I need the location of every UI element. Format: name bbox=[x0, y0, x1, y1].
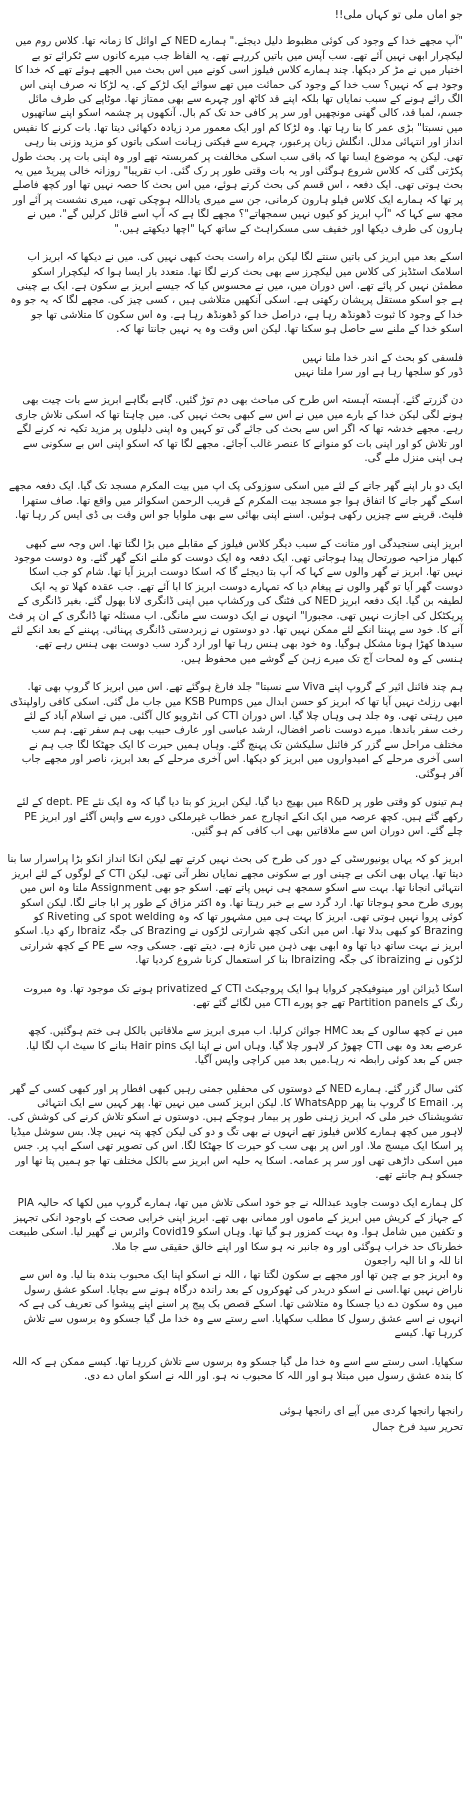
paragraph: میں نے کچھ سالوں کے بعد HMC جوائن کرلیا. اب میری ابریز سے ملاقاتیں بالکل ہی ختم ہوگئیں. کچھ عرصے بعد وہ بھی CTI چھوڑ کر لاہور چلا گیا. وہاں اس نے اپنا ایک Hair pins بنانے کا سیٹ اپ لگا لیا. جس کے بعد کوئی رابطہ نہ رہا.میں بعد میں کراچی واپس آگیا. bbox=[25, 1025, 463, 1067]
article-body bbox=[6, 34, 463, 1383]
paragraph: ابریز اپنی سنجیدگی اور متانت کے سبب دیگر کلاس فیلوز کے مقابلے میں بڑا لگتا تھا. اس وجہ سے کبھی کبھار مزاحیہ صورتحال پیدا ہوجاتی تھی. ایک دفعہ وہ ایک دوست کو ملنے انکے گھر گئے. وہ دوست موجود نہیں تھا. ابریز نے گھر والوں سے کہا کہ آپ بتا دیجئے گا کہ اسکا دوست ابریز آیا تھا. شام کو جب اسکا دوست گھر آیا تو گھر والوں نے پیغام دیا کہ تمہارے دوست ابریز کا ابا آئے تھے. جب عقدہ کھلا تو یہ ایک لطیفہ بن گیا. ایک دفعہ ابریز NED کی فٹنگ کی ورکشاپ میں اپنی ڈانگری لانا بھول گئے. بغیر ڈانگری کے پریکٹکل کی اجازت نہیں تھی. مجبورا" انہوں نے ایک دوست سے مانگی. اب مسئلہ تھا ڈانگری کے ان پر فٹ آنے کا. خود سے پہننا انکے لئے ممکن نہیں تھا. دو دوستوں نے زبردستی ڈانگری پہنائی. پہننے کے بعد انکے لئے سیدھا کھڑا ہونا مشکل ہوگیا. وہ خود بھی ہنس رہا تھا اور ارد گرد سب دوست بھی ہنس رہے تھے. ہنسی کے وہ لمحات آج تک میرے زہن کے گوشے میں محفوظ ہیں. bbox=[8, 537, 463, 665]
credits-verse: رانجھا رانجھا کردی میں آپے ای رانجھا ہوئی bbox=[279, 1405, 463, 1418]
credits bbox=[6, 1403, 463, 1435]
article-title: جو اماں ملی تو کہاں ملی!! bbox=[334, 8, 463, 21]
paragraph: "آپ مجھے خدا کے وجود کی کوئی مظبوط دلیل دیجئے." ہمارے NED کے اوائل کا زمانہ تھا. کلاس روم میں لیکچرار ابھی نہیں آئے تھے. سب آپس میں باتیں کررہے تھے. یہ الفاظ جب میرے کانوں سے ٹکرائے تو بے اختیار میں نے مڑ کر دیکھا. چند ہمارے کلاس فیلوز اسی کونے میں اس بحث میں الجھے ہوئے تھے کہ خدا کا وجود ہے کہ نہیں؟ سب خدا کے وجود کی حمائت میں تھے سوائے ایک لڑکے کے. یہ لڑکا نہ صرف اپنی اس الگ رائے ہونے کے سبب نمایاں تھا بلکہ اپنے قد کاٹھ اور چہرے سے بھی ممتاز تھا. موٹاپے کی طرف مائل جسم، لمبا قد، کالی گھنی مونچھیں اور سر پر کافی حد تک کم بال. آنکھوں پر چشمہ اسکو اپنے ساتھیوں میں نسبتا" بڑی عمر کا بنا رہا تھا. وہ لڑکا کم اور ایک معمور مرد زیادہ دکھائی دیتا تھا. بات کرنے کا نفیس انداز اور انتہائی مدلل. انگلش زبان پرعبور، چہرے سے فیکتی زہانت اسکی باتوں کو مزید وزنی بنا رہی تھی. لیکن یہ موضوع ایسا تھا کہ باقی سب اسکی مخالفت پر کمربستہ تھے اور وہ اپنی بات پر. بحث طول پکڑتی گئی کہ کلاس شروع ہوگئی اور یہ بات وقتی طور پر رک گئی. اب تقریبا" روزانہ خالی پیریڈ میں یہ بحث ہوتی تھی. ایک دفعہ ، اس قسم کی بحث کرتے ہوئے، میں اس بحث کا حصہ نہیں تھا اور کچھ فاصلے پر تھا کہ ہمارے ایک کلاس فیلو ہارون کرمانی، جن سے میری یاداللہ ہوچکی تھی، میری نشست پر آئے اور مجھ سے کہا کہ "آپ ابریز کو کیوں نہیں سمجھاتے"؟ مجھے لگا ہے کہ آپ اسے قائل کرلیں گے". میں نے ہارون کی طرف دیکھا اور خفیف سی مسکراہٹ کے ساتھ کہا "اچھا دیکھتے ہیں." bbox=[11, 35, 463, 235]
credits-author: تحریر سید فرخ جمال bbox=[372, 1421, 463, 1434]
paragraph: ہم تینوں کو وقتی طور پر R&D میں بھیج دیا گیا. لیکن ابریز کو بتا دیا گیا کہ وہ ایک نئے dept. PE کے لئے رکھے گئے ہیں. کچھ عرصہ میں ایک انکے انچارج عمر خطاب غیرملکی دورے سے واپس آگئے اور ابریز PE چلے گئے. اس دوران اس سے ملاقاتیں بھی اب کافی کم ہو گئیں. bbox=[16, 796, 463, 837]
paragraph: سکھایا. اسی رستے سے اسے وہ خدا مل گیا جسکو وہ برسوں سے تلاش کررہا تھا. کیسے ممکن ہے کہ اللہ کا بندہ عشق رسول میں مبتلا ہو اور اللہ کا محبوب نہ ہو. اور اللہ نے اسکو اماں دے دی. bbox=[11, 1355, 463, 1382]
paragraph: ابریز کو کہ یہاں یونیورسٹی کے دور کی طرح کی بحث نہیں کرتے تھے لیکن انکا انداز انکو بڑا پراسرار سا بنا دیتا تھا. یہاں بھی انکی بے چینی اور بے سکونی مجھے نمایاں نظر آتی تھی. لیکن CTI کے لوگوں کے لئے ابریز انتہائی انجانا تھا. بہت سے اسکو سمجھ ہی نہیں پاتے تھے. اسکو جو بھی Assignment ملتا وہ اس میں پوری طرح محو ہوجاتا تھا. ارد گرد سے بے خبر رہتا تھا. وہ اکثر مزاق کے طور پر ابا جانے لگا. لیکن اسکو کوئی پروا نہیں ہوتی تھی. ابریز کا بہت ہی میں مشہور تھا کہ وہ spot welding کی Riveting کو Brazing کو کبھی بدلا تھا. اس میں انکی کچھ شرارتی لڑکوں نے Brazing کی جگہ Ibraiz رکھ دیا. اسکو ابریز نے بہت ساتھ دیا تھا وہ ابھی بھی ذہن میں تازہ ہے. دیتے تھے. جسکی وجہ سے PE کے کچھ شرارتی لڑکوں نے ibraizing کی جگہ Ibraizing بنا کر استعمال کرنا شروع کردیا تھا. bbox=[7, 853, 463, 967]
paragraph: ہم چند فائنل ائیر کے گروپ اپنے Viva سے نسبتا" جلد فارغ ہوگئے تھے. اس میں ابریز کا گروپ بھی تھا. ابھی رزلٹ نہیں آیا تھا کہ ابریز کو حسن ابدال میں KSB Pumps میں جاب مل گئی. اسکی کافی راولپنڈی میں رہتی تھی. وہ جلد ہی وہاں چلا گیا. اس دوران CTI کی انٹرویو کال آگئی. میں نے اسلام آباد کے لئے رخت سفر باندھا. میرے دوست ناصر افضال، ارشد عباسی اور عارف حبیب بھی ہم سفر تھے. ہم سب مختلف مراحل سے گزر کر فائنل سلیکشن تک پہنچ گئے. وہاں ہمیں حیرت کا ایک جھٹکا لگا جب ہم نے اسی آخری مرحلے کے امیدواروں میں ابریز کو دیکھا. اس آخری مرحلے کے بعد ابریز، ناصر اور مجھے جاب آفر ہوگئی. bbox=[10, 681, 463, 780]
paragraph: ایک دو بار اپنے گھر جاتے کے لئے میں اسکی سوزوکی پک اپ میں بیت المکرم مسجد تک گیا. ایک دفعہ مجھے اسکے گھر جانے کا اتفاق ہوا جو مسجد بیت المکرم کے قریب الرحمن اسکوائر میں واقع تھا. صاف ستھرا فلیٹ. قرینے سے چیزیں رکھی ہوئیں. اسنے اپنی بھائی سے بھی ملوایا جو اس وقت بی ڈی ایس کر رہا تھا. bbox=[8, 480, 463, 522]
paragraph: اسکا ڈیزائن اور مینوفیکچر کروایا ہوا ایک پروجیکٹ CTI کے privatized ہونے تک موجود تھا. وہ مبروت رنگ کے Partition panels تھے جو پورے CTI میں لگائے گئے تھے. bbox=[23, 982, 463, 1009]
paragraph: اسکے بعد میں ابریز کی باتیں سنتے لگا لیکن براہ راست بحث کبھی نہیں کی. میں نے دیکھا کہ ابریز اب اسلامک اسٹڈیز کی کلاس میں لیکچرز سے بھی بحث کرنے لگا تھا. متعدد بار ایسا ہوا کہ لیکچرار اسکو مطمئن نہیں کر پائے تھے. اس دوران میں، میں نے محسوس کیا کہ جیسے ابریز بے سکون ہے. ایک بے چینی ہے جو اسکو مستقل پریشان رکھتی ہے. اسکی آنکھیں متلاشی ہیں ، کسی چیز کی. مجھے لگا کہ یہ جو وہ خدا کے وجود کا ثبوت ڈھونڈھ رہا ہے، دراصل خدا کو ڈھونڈھ رہا ہے. وہ اس سکون کا متلاشی تھا جو اسکو خدا کے ملنے سے حاصل ہو سکتا تھا. لیکن اس وقت وہ یہ نہیں جانتا تھا کہ. bbox=[10, 251, 463, 336]
paragraph: کئی سال گزر گئے. ہمارے NED کے دوستوں کی محفلیں جمتی رہیں کبھی افطار پر اور کبھی کسی کے گھر پر. Email کا گروپ بنا پھر WhatsApp کا. لیکن ابریز کسی میں نہیں تھا. پھر کہیں سے ایک انتہائی تشویشناک خبر ملی کہ ابریز زہنی طور پر بیمار ہوچکے ہیں. دوستوں نے اسکو تلاش کرنے کی کوشش کی. لاہور میں کچھ ہمارے کلاس فیلوز تھے انہوں نے بھی تگ و دو کی لیکن کچھ پتہ نہیں چلا. بس سوشل میڈیا پر اسکا ایک میسج ملا. اور اس پر بھی سب کو حیرت کا جھٹکا لگا. اس کی تصویر تھی اسکے ایپ پر. جس میں اسکی داڑھی تھی اور سر پر عمامہ. اسکا یہ حلیہ اس ابریز سے بالکل مختلف تھا جو ہمیں پتا تھا اور جسکو ہم جانتے تھے. bbox=[7, 1082, 463, 1182]
paragraph: دن گزرتے گئے. آہستہ آہستہ اس طرح کی مباحث بھی دم توڑ گئیں. گاہے بگاہے ابریز سے بات چیت بھی ہونے لگی لیکن خدا کے بارے میں میں نے اس سے کبھی بحث نہیں کی. میں چاہتا تھا کہ اسکی تلاش جاری رہے. مجھے خدشہ تھا کہ اگر اس سے بحث کی جائے گی تو کہیں وہ اپنی دلیلوں پر مزید تکیہ نہ کرنے لگے اور تلاش کو اور اپنی بات کو منوانے کا عنصر غالب آجائے. مجھے لگا تھا کہ اسکو اپنی اس بے سکونی سے ہی اپنی منزل ملے گی. bbox=[14, 394, 463, 464]
paragraph: کل ہمارے ایک دوست جاوید عبداللہ نے جو خود اسکی تلاش میں تھا، ہمارے گروپ میں لکھا کہ حالیہ PIA کے جہاز کے کریش میں ابریز کے ماموں اور ممانی بھی تھے. ابریز اپنی خرابی صحت کے باوجود انکی تجہیز و تکفین میں شامل ہوا. وہ بہت کمزور ہو گیا تھا. وہاں اسکو Covid19 وائرس نے گھیر لیا. اسکی طبیعت خطرناک حد خراب ہوگئی اور وہ جانبر نہ ہو سکا اور اپنے خالق حقیقی سے جا ملا. انا للہ و انا الیہ راجعون وہ ابریز جو بے چین تھا اور مجھے بے سکون لگتا تھا ، اللہ نے اسکو اپنا ایک محبوب بندہ بنا لیا. وہ اس سے ناراض نہیں تھا.اسی نے اسکو دربدر کی ٹھوکروں کے بعد راندہ درگاہ ہونے سے بچایا. اسکو عشق رسول میں وہ سکون دے دیا جسکا وہ متلاشی تھا. اسکے قصص بک پیج پر اسنے اپنے پیشوا کی تعریف کی ہے کہ انہوں نے اسے عشق رسول کا مطلب سکھایا. اسے رستے سے وہ خدا مل گیا جسکو وہ برسوں سے تلاش کررہا تھا. کیسے bbox=[8, 1197, 463, 1340]
paragraph: فلسفی کو بحث کے اندر خدا ملتا نہیں ڈور کو سلجھا رہا ہے اور سرا ملتا نہیں bbox=[294, 351, 463, 378]
